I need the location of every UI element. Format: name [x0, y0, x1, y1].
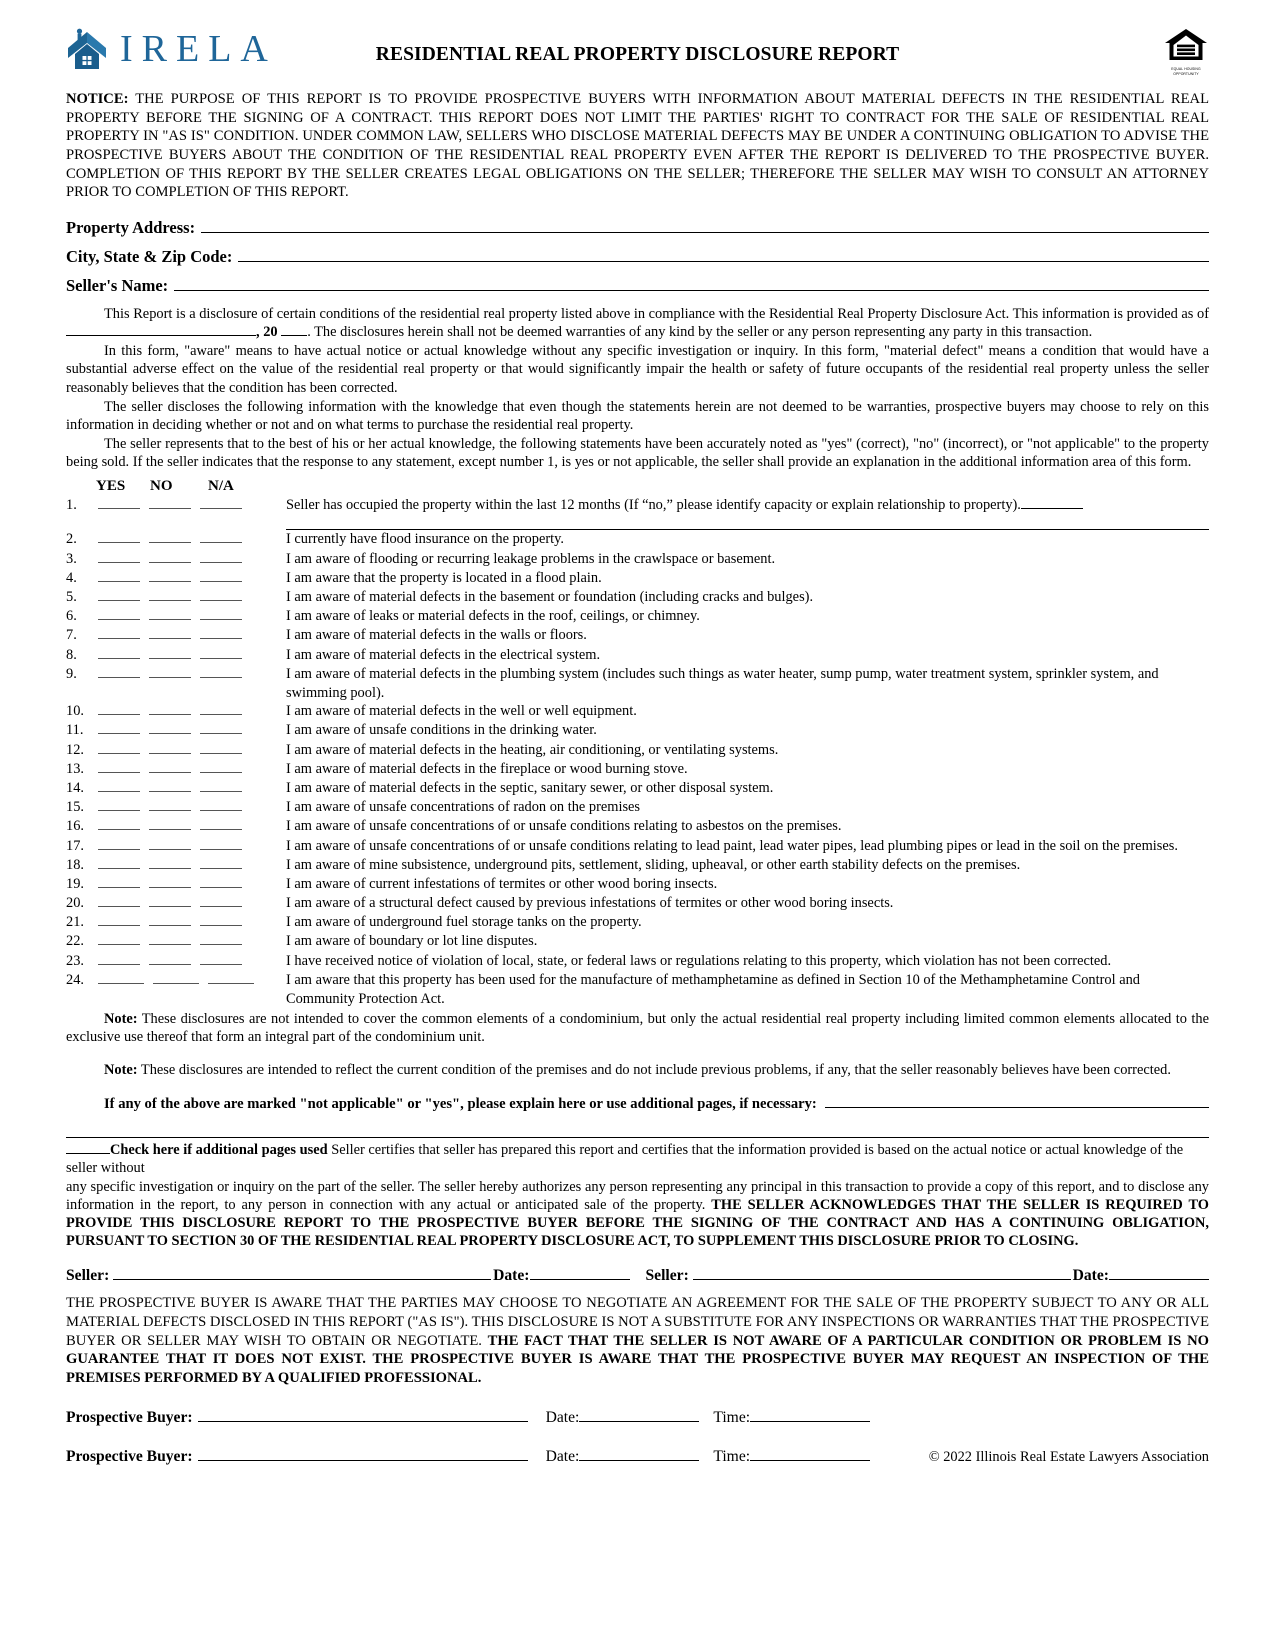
answer-na-blank[interactable] — [200, 906, 242, 907]
explain-here-row — [66, 1094, 1209, 1113]
answer-na-blank[interactable] — [200, 887, 242, 888]
item-text: I am aware of material defects in the electrical system. — [286, 646, 601, 663]
item-number: 21. — [66, 914, 84, 931]
answer-no-blank[interactable] — [149, 658, 191, 659]
list-item — [66, 894, 1209, 913]
disclosure-items-list — [66, 496, 1209, 1008]
list-item — [66, 665, 1209, 702]
prospective-buyer-label: Prospective Buyer: — [66, 1447, 193, 1465]
page-title: RESIDENTIAL REAL PROPERTY DISCLOSURE REPORT — [375, 44, 900, 65]
item-text: I am aware of unsafe concentrations of radon on the premises — [286, 799, 641, 816]
answer-no-blank[interactable] — [149, 925, 191, 926]
additional-pages-certification — [66, 1141, 1209, 1177]
answer-marks — [98, 971, 286, 984]
intro-paragraph-4: The seller represents that to the best of his or her actual knowledge, the following statements have been accurately noted as "yes" (correct), "no" (incorrect), or "not applicable" to the property being sold. If the seller indicates that the response to any statement, except number 1, is yes or not applicable, the seller shall provide an explanation in the additional information area of this form. — [66, 436, 1209, 471]
buyer-notice-paragraph — [66, 1294, 1209, 1387]
column-header-no: NO — [150, 478, 173, 495]
seller-signature-row — [66, 1266, 1209, 1285]
explain-here-label: If any of the above are marked "not applicable" or "yes", please explain here or use additional pages, if necessary: — [104, 1095, 817, 1112]
certification-paragraph-2 — [66, 1178, 1209, 1251]
buyer-date-label: Date: — [545, 1447, 580, 1465]
answer-marks — [98, 646, 286, 659]
answer-yes-blank[interactable] — [98, 542, 140, 543]
intro-p1-year-prefix: , 20 — [256, 324, 278, 341]
property-address-input[interactable] — [201, 218, 1209, 233]
answer-na-blank[interactable] — [200, 772, 242, 773]
answer-na-blank[interactable] — [200, 581, 242, 582]
answer-marks — [98, 721, 286, 734]
answer-na-blank[interactable] — [200, 714, 242, 715]
item-number: 23. — [66, 952, 84, 969]
answer-marks — [98, 894, 286, 907]
answer-no-blank[interactable] — [149, 581, 191, 582]
seller-2-input[interactable] — [693, 1266, 1071, 1280]
seller-1-input[interactable] — [113, 1266, 491, 1280]
answer-no-blank[interactable] — [149, 887, 191, 888]
buyer-time-label: Time: — [713, 1408, 751, 1426]
certification-bold-caps: THE SELLER ACKNOWLEDGES THAT THE SELLER IS REQUIRED TO PROVIDE THIS DISCLOSURE REPORT TO THE PROSPECTIVE BUYER BEFORE THE SIGNING OF THE CONTRACT AND HAS A CONTINUING OBLIGATION, PURSUANT TO SECTION 30 OF THE RESIDENTIAL REAL PROPERTY DISCLOSURE ACT, TO SUPPLEMENT THIS DISCLOSURE PRIOR TO CLOSING. — [66, 1196, 1209, 1250]
answer-yes-blank[interactable] — [98, 714, 140, 715]
answer-no-blank[interactable] — [149, 906, 191, 907]
item-1-explain-rule[interactable] — [286, 515, 1209, 530]
city-state-zip-row — [66, 247, 1209, 267]
certification-body-2: any specific investigation or inquiry on the part of the seller. The seller hereby authorizes any person representing any principal in this transaction to provide a copy of this report, and to disclose any information in the report, to any person in connection with any actual or anticipated sale of the property. — [66, 1178, 1209, 1213]
answer-yes-blank[interactable] — [98, 619, 140, 620]
answer-marks — [98, 665, 286, 678]
item-statement: Seller has occupied the property within the last 12 months (If “no,” please identify capacity or explain relationship to property). — [286, 497, 1021, 514]
list-item — [66, 971, 1209, 1008]
answer-marks — [98, 779, 286, 792]
item-text: I have received notice of violation of local, state, or federal laws or regulations relating to this property, which violation has not been corrected. — [286, 952, 1112, 969]
item-text: I am aware of mine subsistence, underground pits, settlement, sliding, upheaval, or other earth stability defects on the premises. — [286, 856, 1021, 873]
item-text: I am aware of unsafe concentrations of or unsafe conditions relating to asbestos on the premises. — [286, 818, 842, 835]
list-item — [66, 530, 1209, 549]
item-number: 17. — [66, 837, 84, 854]
item-number: 11. — [66, 722, 84, 739]
date-label: Date: — [493, 1267, 530, 1285]
answer-no-blank[interactable] — [149, 638, 191, 639]
list-item — [66, 779, 1209, 798]
answer-no-blank[interactable] — [149, 868, 191, 869]
intro-paragraph-1 — [66, 305, 1209, 341]
list-item — [66, 952, 1209, 971]
answer-yes-blank[interactable] — [98, 600, 140, 601]
item-number: 6. — [66, 608, 77, 625]
eho-caption-line2: OPPORTUNITY — [1173, 72, 1199, 77]
answer-no-blank[interactable] — [149, 508, 191, 509]
answer-no-blank[interactable] — [149, 562, 191, 563]
item-text: I currently have flood insurance on the property. — [286, 531, 564, 548]
item-number: 15. — [66, 799, 84, 816]
property-address-label: Property Address: — [66, 218, 196, 238]
seller-2-date-input[interactable] — [1109, 1266, 1209, 1280]
buyer-date-label: Date: — [545, 1408, 580, 1426]
answer-marks — [98, 626, 286, 639]
note-paragraph-1 — [66, 1010, 1209, 1046]
seller-label: Seller: — [645, 1267, 689, 1285]
list-item — [66, 760, 1209, 779]
notice-label: NOTICE: — [66, 91, 129, 107]
irela-wordmark: IRELA — [120, 28, 277, 70]
sellers-name-input[interactable] — [174, 276, 1209, 291]
answer-marks — [98, 798, 286, 811]
item-text: I am aware of material defects in the walls or floors. — [286, 627, 587, 644]
city-state-zip-label: City, State & Zip Code: — [66, 247, 233, 267]
column-header-na: N/A — [208, 478, 234, 495]
list-item — [66, 721, 1209, 740]
answer-yes-blank[interactable] — [98, 925, 140, 926]
buyer-1-time-input[interactable] — [750, 1408, 870, 1422]
copyright-notice: © 2022 Illinois Real Estate Lawyers Association — [928, 1448, 1209, 1465]
list-item — [66, 569, 1209, 588]
city-state-zip-input[interactable] — [238, 247, 1209, 262]
answer-na-blank[interactable] — [200, 753, 242, 754]
item-number: 2. — [66, 531, 77, 548]
sellers-name-row — [66, 276, 1209, 296]
answer-na-blank[interactable] — [200, 791, 242, 792]
note-label: Note: — [104, 1011, 138, 1028]
item-number: 8. — [66, 646, 77, 663]
item-text: I am aware that the property is located in a flood plain. — [286, 569, 602, 586]
answer-marks — [98, 496, 286, 509]
list-item — [66, 856, 1209, 875]
prospective-buyer-row-2 — [66, 1447, 1209, 1466]
list-item — [66, 702, 1209, 721]
answer-yes-blank[interactable] — [98, 772, 140, 773]
answer-na-blank[interactable] — [200, 944, 242, 945]
item-number: 1. — [66, 497, 77, 514]
item-number: 18. — [66, 856, 84, 873]
list-item — [66, 626, 1209, 645]
answer-na-blank[interactable] — [200, 868, 242, 869]
answer-yes-blank[interactable] — [98, 983, 144, 984]
explain-here-input[interactable] — [825, 1094, 1209, 1108]
buyer-notice-text-a: THE PROSPECTIVE BUYER IS AWARE THAT THE PARTIES MAY CHOOSE TO NEGOTIATE AN AGREEMENT FOR THE SALE OF THE PROPERTY SUBJECT TO ANY OR ALL MATERIAL DEFECTS DISCLOSED IN THIS REPORT ("AS IS"). THIS DISCLOSURE IS NOT A SUBSTITUTE FOR ANY INSPECTIONS OR WARRANTIES THAT THE PROSPECTIVE BUYER OR SELLER MAY WISH TO OBTAIN OR NEGOTIATE. — [66, 1295, 1209, 1349]
answer-no-blank[interactable] — [149, 944, 191, 945]
answer-yes-blank[interactable] — [98, 849, 140, 850]
report-date-input[interactable] — [66, 323, 256, 336]
list-item — [66, 817, 1209, 836]
answer-na-blank[interactable] — [200, 677, 242, 678]
answer-columns-header — [66, 478, 1209, 495]
item-text: I am aware of material defects in the septic, sanitary sewer, or other disposal system. — [286, 779, 774, 796]
item-text: I am aware of underground fuel storage tanks on the property. — [286, 914, 642, 931]
list-item — [66, 798, 1209, 817]
answer-yes-blank[interactable] — [98, 508, 140, 509]
item-number: 7. — [66, 627, 77, 644]
item-number: 12. — [66, 741, 84, 758]
answer-marks — [98, 913, 286, 926]
item-text: I am aware of material defects in the well or well equipment. — [286, 703, 637, 720]
list-item — [66, 607, 1209, 626]
item-number: 14. — [66, 779, 84, 796]
buyer-1-input[interactable] — [198, 1408, 528, 1422]
item-1-explain-input[interactable] — [1021, 497, 1083, 509]
answer-no-blank[interactable] — [149, 849, 191, 850]
answer-marks — [98, 837, 286, 850]
item-number: 13. — [66, 760, 84, 777]
item-number: 16. — [66, 818, 84, 835]
answer-yes-blank[interactable] — [98, 677, 140, 678]
answer-yes-blank[interactable] — [98, 868, 140, 869]
report-year-input[interactable] — [281, 323, 307, 336]
intro-p1-part-b: . The disclosures herein shall not be deemed warranties of any kind by the seller or any person representing any party in this transaction. — [307, 324, 1093, 341]
answer-no-blank[interactable] — [149, 600, 191, 601]
answer-na-blank[interactable] — [208, 983, 254, 984]
document-header — [66, 18, 1209, 82]
list-item — [66, 913, 1209, 932]
prospective-buyer-label: Prospective Buyer: — [66, 1408, 193, 1426]
buyer-1-date-input[interactable] — [579, 1408, 699, 1422]
prospective-buyer-row-1 — [66, 1408, 1209, 1427]
answer-marks — [98, 760, 286, 773]
item-number: 22. — [66, 933, 84, 950]
answer-na-blank[interactable] — [200, 600, 242, 601]
eho-caption-line1: EQUAL HOUSING — [1171, 67, 1201, 71]
answer-na-blank[interactable] — [200, 638, 242, 639]
item-text — [286, 496, 1209, 515]
answer-marks — [98, 932, 286, 945]
list-item — [66, 646, 1209, 665]
item-text: I am aware of material defects in the heating, air conditioning, or ventilating systems. — [286, 741, 779, 758]
seller-1-date-input[interactable] — [530, 1266, 630, 1280]
list-item — [66, 741, 1209, 760]
answer-yes-blank[interactable] — [98, 829, 140, 830]
answer-na-blank[interactable] — [200, 619, 242, 620]
answer-marks — [98, 856, 286, 869]
answer-marks — [98, 702, 286, 715]
buyer-2-input[interactable] — [198, 1447, 528, 1461]
answer-no-blank[interactable] — [149, 714, 191, 715]
column-header-yes: YES — [96, 478, 126, 495]
answer-marks — [98, 569, 286, 582]
item-number: 4. — [66, 569, 77, 586]
item-text: I am aware of unsafe conditions in the drinking water. — [286, 722, 597, 739]
answer-na-blank[interactable] — [200, 925, 242, 926]
answer-na-blank[interactable] — [200, 733, 242, 734]
item-text: I am aware of current infestations of termites or other wood boring insects. — [286, 875, 718, 892]
property-address-row — [66, 218, 1209, 238]
answer-marks — [98, 741, 286, 754]
item-text: I am aware of flooding or recurring leakage problems in the crawlspace or basement. — [286, 550, 776, 567]
explain-here-second-rule[interactable] — [66, 1115, 1209, 1138]
note-paragraph-2 — [66, 1061, 1209, 1079]
answer-na-blank[interactable] — [200, 849, 242, 850]
answer-na-blank[interactable] — [200, 562, 242, 563]
item-text: I am aware of a structural defect caused by previous infestations of termites or other wood boring insects. — [286, 895, 894, 912]
equal-housing-opportunity-icon — [1163, 18, 1209, 77]
answer-yes-blank[interactable] — [98, 753, 140, 754]
answer-na-blank[interactable] — [200, 829, 242, 830]
answer-no-blank[interactable] — [149, 810, 191, 811]
note-2-text: These disclosures are intended to reflect the current condition of the premises and do not include previous problems, if any, that the seller reasonably believes have been corrected. — [140, 1061, 1171, 1078]
item-number: 9. — [66, 665, 77, 682]
answer-no-blank[interactable] — [149, 964, 191, 965]
answer-marks — [98, 588, 286, 601]
answer-yes-blank[interactable] — [98, 562, 140, 563]
item-number: 19. — [66, 875, 84, 892]
answer-marks — [98, 550, 286, 563]
item-text: I am aware of material defects in the fireplace or wood burning stove. — [286, 760, 688, 777]
item-number: 3. — [66, 550, 77, 567]
answer-yes-blank[interactable] — [98, 733, 140, 734]
answer-na-blank[interactable] — [200, 658, 242, 659]
intro-paragraph-3: The seller discloses the following information with the knowledge that even though the statements herein are not deemed to be warranties, prospective buyers may choose to rely on this information in deciding whether or not and on what terms to purchase the residential real property. — [66, 398, 1209, 433]
notice-body: THE PURPOSE OF THIS REPORT IS TO PROVIDE PROSPECTIVE BUYERS WITH INFORMATION ABOUT MATERIAL DEFECTS IN THE RESIDENTIAL REAL PROPERTY BEFORE THE SIGNING OF A CONTRACT. THIS REPORT DOES NOT LIMIT THE PARTIES' RIGHT TO CONTRACT FOR THE SALE OF RESIDENTIAL REAL PROPERTY IN "AS IS" CONDITION. UNDER COMMON LAW, SELLERS WHO DISCLOSE MATERIAL DEFECTS MAY BE UNDER A CONTINUING OBLIGATION TO ADVISE THE PROSPECTIVE BUYERS ABOUT THE CONDITION OF THE RESIDENTIAL REAL PROPERTY EVEN AFTER THE REPORT IS DELIVERED TO THE PROSPECTIVE BUYER. COMPLETION OF THIS REPORT BY THE SELLER CREATES LEGAL OBLIGATIONS ON THE SELLER; THEREFORE THE SELLER MAY WISH TO CONSULT AN ATTORNEY PRIOR TO COMPLETION OF THIS REPORT. — [66, 91, 1210, 201]
list-item — [66, 588, 1209, 607]
answer-yes-blank[interactable] — [98, 944, 140, 945]
answer-yes-blank[interactable] — [98, 906, 140, 907]
additional-pages-checkbox[interactable] — [66, 1141, 110, 1154]
answer-no-blank[interactable] — [149, 829, 191, 830]
list-item — [66, 875, 1209, 894]
answer-na-blank[interactable] — [200, 508, 242, 509]
note-1-text: These disclosures are not intended to cover the common elements of a condominium, but only the actual residential real property including limited common elements allocated to the exclusive use thereof that form an integral part of the condominium unit. — [66, 1011, 1210, 1046]
answer-yes-blank[interactable] — [98, 658, 140, 659]
answer-na-blank[interactable] — [200, 964, 242, 965]
notice-paragraph — [66, 90, 1209, 202]
buyer-2-date-input[interactable] — [579, 1447, 699, 1461]
answer-yes-blank[interactable] — [98, 638, 140, 639]
answer-na-blank[interactable] — [200, 810, 242, 811]
intro-p1-part-a: This Report is a disclosure of certain conditions of the residential real property listed above in compliance with the Residential Real Property Disclosure Act. This information is provided as of — [104, 306, 1209, 323]
answer-marks — [98, 530, 286, 543]
property-fields — [66, 218, 1209, 296]
seller-signature-1 — [66, 1266, 630, 1285]
item-number: 20. — [66, 895, 84, 912]
date-label: Date: — [1072, 1267, 1109, 1285]
answer-no-blank[interactable] — [149, 619, 191, 620]
answer-na-blank[interactable] — [200, 542, 242, 543]
answer-no-blank[interactable] — [149, 733, 191, 734]
item-text: I am aware of leaks or material defects in the roof, ceilings, or chimney. — [286, 608, 700, 625]
answer-marks — [98, 607, 286, 620]
additional-pages-label: Check here if additional pages used — [110, 1141, 328, 1158]
answer-yes-blank[interactable] — [98, 791, 140, 792]
item-text: I am aware that this property has been used for the manufacture of methamphetamine as defined in Section 10 of the Methamphetamine Control and Community Protection Act. — [286, 971, 1140, 1007]
seller-label: Seller: — [66, 1267, 110, 1285]
list-item — [66, 837, 1209, 856]
item-text: I am aware of material defects in the plumbing system (includes such things as water heater, sump pump, water treatment system, sprinkler system, and swimming pool). — [286, 665, 1159, 701]
answer-no-blank[interactable] — [149, 772, 191, 773]
answer-no-blank[interactable] — [149, 753, 191, 754]
item-text: I am aware of unsafe concentrations of or unsafe conditions relating to lead paint, lead water pipes, lead plumbing pipes or lead in the soil on the premises. — [286, 837, 1178, 854]
answer-yes-blank[interactable] — [98, 581, 140, 582]
answer-yes-blank[interactable] — [98, 810, 140, 811]
list-item — [66, 550, 1209, 569]
item-number: 24. — [66, 971, 84, 988]
answer-no-blank[interactable] — [149, 542, 191, 543]
certification-body-1: Seller certifies that seller has prepared this report and certifies that the information provided is based on the actual notice or actual knowledge of the seller without — [66, 1141, 1184, 1176]
answer-yes-blank[interactable] — [98, 964, 140, 965]
sellers-name-label: Seller's Name: — [66, 276, 169, 296]
item-text: I am aware of material defects in the basement or foundation (including cracks and bulges). — [286, 589, 814, 606]
item-number: 10. — [66, 703, 84, 720]
item-text: I am aware of boundary or lot line disputes. — [286, 933, 538, 950]
answer-no-blank[interactable] — [149, 677, 191, 678]
list-item — [66, 496, 1209, 515]
note-label: Note: — [104, 1061, 138, 1078]
item-number: 5. — [66, 589, 77, 606]
intro-paragraph-2: In this form, "aware" means to have actual notice or actual knowledge without any specific investigation or inquiry. In this form, "material defect" means a condition that would have a substantial adverse effect on the value of the residential real property or that would significantly impair the health or safety of future occupants of the residential real property unless the seller reasonably believes that the condition has been corrected. — [66, 343, 1209, 396]
answer-marks — [98, 952, 286, 965]
buyer-2-time-input[interactable] — [750, 1447, 870, 1461]
answer-marks — [98, 875, 286, 888]
list-item — [66, 932, 1209, 951]
answer-no-blank[interactable] — [153, 983, 199, 984]
seller-signature-2 — [646, 1266, 1210, 1285]
answer-yes-blank[interactable] — [98, 887, 140, 888]
buyer-notice-text-bold: THE FACT THAT THE SELLER IS NOT AWARE OF A PARTICULAR CONDITION OR PROBLEM IS NO GUARANTEE THAT IT DOES NOT EXIST. THE PROSPECTIVE BUYER IS AWARE THAT THE PROSPECTIVE BUYER MAY REQUEST AN INSPECTION OF THE PREMISES PERFORMED BY A QUALIFIED PROFESSIONAL. — [66, 1332, 1210, 1387]
answer-marks — [98, 817, 286, 830]
buyer-time-label: Time: — [713, 1447, 751, 1465]
answer-no-blank[interactable] — [149, 791, 191, 792]
